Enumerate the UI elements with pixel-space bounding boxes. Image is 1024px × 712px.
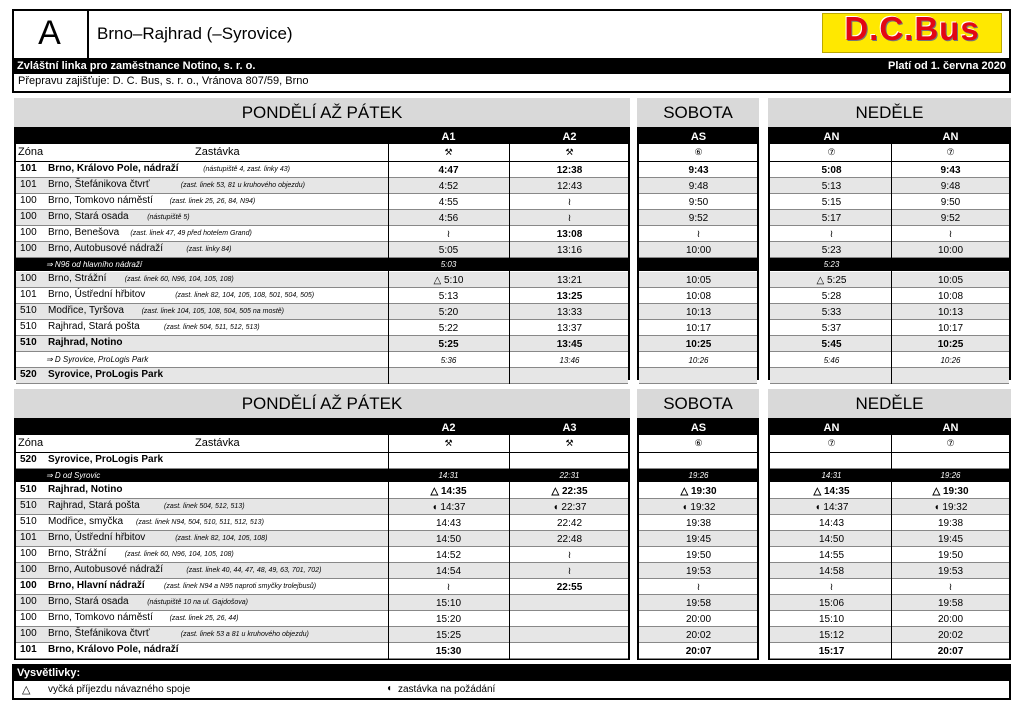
ret-stop-note: (zast. linek 40, 44, 47, 48, 49, 63, 701, 702) (186, 567, 322, 574)
out-stop-name: Rajhrad, Notino (48, 337, 123, 348)
out-time-cell: 10:05 (685, 275, 712, 286)
out-col-divider (891, 144, 892, 384)
out-time-cell: 13:16 (556, 245, 583, 256)
ret-time-cell: 14:52 (435, 550, 462, 561)
ret-time-cell: △ 22:35 (551, 486, 588, 497)
out-time-cell: ≀ (948, 229, 953, 240)
ret-trip-symbol: ⚒ (565, 438, 574, 448)
ret-title-weekday: PONDĚLÍ AŽ PÁTEK (14, 389, 630, 420)
ret-stop-zone: 520 (20, 454, 37, 465)
out-stop-name: Brno, Královo Pole, nádraží (48, 163, 179, 174)
ret-title-sun: NEDĚLE (768, 389, 1011, 420)
out-time-cell: 5:36 (440, 356, 457, 365)
out-time-cell: 5:33 (821, 307, 842, 318)
out-stop-zone: 100 (20, 227, 37, 238)
ret-time-cell: 14:55 (818, 550, 845, 561)
out-time-cell: 5:20 (438, 307, 459, 318)
ret-time-cell: 15:10 (435, 598, 462, 609)
ret-stop-note: (nástupiště 10 na ul. Gajdošova) (147, 599, 248, 606)
out-stop-name: Brno, Ústřední hřbitov (48, 289, 146, 300)
ret-col-divider (509, 435, 510, 659)
out-time-cell: 5:22 (438, 323, 459, 334)
out-time-cell: ≀ (696, 229, 701, 240)
out-time-cell: 10:05 (937, 275, 964, 286)
ret-col-divider (388, 435, 389, 659)
out-time-cell: 4:52 (438, 181, 459, 192)
out-time-cell: ≀ (567, 213, 572, 224)
ret-stop-zone: 510 (20, 484, 37, 495)
ret-stop-zone: 510 (20, 516, 37, 527)
ret-stop-zone: 100 (20, 612, 37, 623)
ret-stop-zone: 100 (20, 596, 37, 607)
ret-stop-note: (zast. linek 25, 26, 44) (169, 615, 239, 622)
out-time-cell: 9:48 (688, 181, 709, 192)
ret-time-cell: 19:38 (685, 518, 712, 529)
out-connection-time: 5:03 (440, 260, 457, 269)
out-trip-symbol: ⚒ (444, 147, 453, 157)
out-connection-row: ⇒ N96 od hlavního nádraží (16, 258, 628, 271)
ret-time-cell: △ 14:35 (813, 486, 850, 497)
out-title-sat: SOBOTA (637, 98, 759, 129)
out-connection-row (639, 258, 757, 271)
out-time-cell: 13:46 (559, 356, 580, 365)
ret-stop-row (770, 453, 1009, 468)
out-time-cell: 5:08 (821, 165, 842, 176)
ret-time-cell: ◖ 14:37 (431, 502, 466, 513)
out-time-cell: 10:00 (937, 245, 964, 256)
ret-time-cell: ◖ 22:37 (552, 502, 587, 513)
ret-stop-name: Brno, Stará osada (48, 596, 129, 607)
ret-stop-name: Brno, Královo Pole, nádraží (48, 644, 179, 655)
out-time-cell: △ 5:25 (816, 275, 847, 286)
out-stop-zone: 520 (20, 369, 37, 380)
ret-time-cell: 20:07 (937, 646, 964, 657)
ret-stop-zone: 101 (20, 532, 37, 543)
ret-stop-zone: 101 (20, 644, 37, 655)
out-col-divider (509, 144, 510, 384)
out-trip-label: A2 (562, 130, 577, 143)
ret-time-cell: 15:20 (435, 614, 462, 625)
out-time-cell: ≀ (446, 229, 451, 240)
out-time-cell: 10:08 (685, 291, 712, 302)
out-time-cell: 5:05 (438, 245, 459, 256)
out-time-cell: 10:00 (685, 245, 712, 256)
out-time-cell: 9:43 (940, 165, 961, 176)
ret-connection-time: 14:31 (438, 471, 459, 480)
out-time-cell: 5:13 (438, 291, 459, 302)
ret-connection-time: 19:26 (688, 471, 709, 480)
out-trip-symbol: ⑦ (946, 147, 955, 157)
ret-time-cell: 15:25 (435, 630, 462, 641)
ret-time-cell: ≀ (567, 566, 572, 577)
out-trip-label: AN (942, 130, 959, 143)
out-trip-label: AN (823, 130, 840, 143)
ret-zone-header: Zóna (18, 437, 44, 449)
out-trip-symbol: ⚒ (565, 147, 574, 157)
out-connection-time: 5:23 (823, 260, 840, 269)
ret-time-cell: 22:55 (556, 582, 583, 593)
out-time-cell: 12:38 (556, 165, 583, 176)
out-stop-note: (nástupiště 5) (147, 214, 190, 221)
ret-time-cell: ≀ (829, 582, 834, 593)
ret-time-cell: 19:38 (937, 518, 964, 529)
ret-time-cell: 19:53 (937, 566, 964, 577)
out-time-cell: 10:25 (685, 339, 712, 350)
out-stop-zone: 510 (20, 305, 37, 316)
ret-stop-name: Brno, Tomkovo náměstí (48, 612, 153, 623)
ret-stop-name: Rajhrad, Stará pošta (48, 500, 140, 511)
ret-trip-symbol: ⑦ (827, 438, 836, 448)
ret-time-cell: 20:00 (685, 614, 712, 625)
out-stop-note: (zast. linek 47, 49 před hotelem Grand) (130, 230, 252, 237)
out-time-cell: 9:52 (688, 213, 709, 224)
out-stop-zone: 101 (20, 163, 37, 174)
out-stop-name: Brno, Štefánikova čtvrť (48, 179, 150, 190)
ret-trip-label: A3 (562, 421, 577, 434)
ret-time-cell: ≀ (567, 550, 572, 561)
out-stop-name: Brno, Benešova (48, 227, 120, 238)
ret-stop-zone: 510 (20, 500, 37, 511)
out-stop-name: Syrovice, ProLogis Park (48, 369, 164, 380)
subtitle: Zvláštní linka pro zaměstnance Notino, s. r. o. (17, 60, 256, 72)
out-time-cell: 5:13 (821, 181, 842, 192)
ret-time-cell: 19:50 (937, 550, 964, 561)
out-stop-name: Rajhrad, Stará pošta (48, 321, 140, 332)
out-time-cell: △ 5:10 (433, 275, 464, 286)
out-stop-header: Zastávka (195, 146, 240, 158)
out-stop-note: (zast. linek 104, 105, 108, 504, 505 na mostě) (141, 308, 285, 315)
ret-stop-note: (zast. linek 53 a 81 u kruhového objezdu) (180, 631, 309, 638)
ret-time-cell: 15:12 (818, 630, 845, 641)
out-time-cell: 4:55 (438, 197, 459, 208)
ret-time-cell: ◖ 19:32 (933, 502, 968, 513)
legend-wait-text: vyčká příjezdu návazného spoje (48, 684, 191, 695)
ret-stop-zone: 100 (20, 580, 37, 591)
ret-time-cell: 14:50 (435, 534, 462, 545)
out-time-cell: 13:45 (556, 339, 583, 350)
ret-time-cell: 20:07 (685, 646, 712, 657)
ret-trip-symbol: ⑦ (946, 438, 955, 448)
out-time-cell: 12:43 (556, 181, 583, 192)
ret-time-cell: ≀ (948, 582, 953, 593)
out-row-sep (16, 383, 628, 384)
out-time-cell: 10:13 (685, 307, 712, 318)
out-time-cell: 9:50 (688, 197, 709, 208)
legend-request-symbol: ◖ (386, 683, 393, 694)
out-continuation-row: ⇒ D Syrovice, ProLogis Park (46, 355, 149, 364)
ret-col-divider (891, 435, 892, 659)
ret-row-sep (16, 658, 628, 659)
ret-time-cell: 15:17 (818, 646, 845, 657)
ret-time-cell: 14:43 (435, 518, 462, 529)
out-time-cell: 10:26 (940, 356, 961, 365)
out-time-cell: 10:08 (937, 291, 964, 302)
ret-row-sep (770, 658, 1009, 659)
ret-time-cell: 19:53 (685, 566, 712, 577)
info-bar (14, 58, 1009, 74)
line-letter: A (12, 9, 89, 58)
ret-time-cell: 15:06 (818, 598, 845, 609)
ret-stop-name: Brno, Hlavní nádraží (48, 580, 145, 591)
out-row-sep (639, 383, 757, 384)
out-time-cell: 5:15 (821, 197, 842, 208)
ret-time-cell: 14:54 (435, 566, 462, 577)
out-stop-name: Brno, Autobusové nádraží (48, 243, 164, 254)
out-time-cell: 9:48 (940, 181, 961, 192)
out-stop-note: (zast. linek 60, N96, 104, 105, 108) (124, 276, 234, 283)
out-stop-zone: 100 (20, 273, 37, 284)
ret-time-cell: 15:10 (818, 614, 845, 625)
out-time-cell: 13:25 (556, 291, 583, 302)
carrier-info: Přepravu zajišťuje: D. C. Bus, s. r. o., Vránova 807/59, Brno (18, 75, 309, 87)
ret-time-cell: ◖ 14:37 (814, 502, 849, 513)
ret-time-cell: 19:58 (937, 598, 964, 609)
ret-time-cell: 15:30 (435, 646, 462, 657)
ret-time-cell: ≀ (446, 582, 451, 593)
ret-stop-row (639, 453, 757, 468)
ret-stop-zone: 100 (20, 548, 37, 559)
ret-trip-label: AS (690, 421, 707, 434)
ret-time-cell: △ 14:35 (430, 486, 467, 497)
out-time-cell: 13:08 (556, 229, 583, 240)
ret-time-cell: 19:45 (937, 534, 964, 545)
out-time-cell: 4:47 (438, 165, 459, 176)
out-time-cell: 5:25 (438, 339, 459, 350)
ret-time-cell: 20:00 (937, 614, 964, 625)
out-time-cell: 10:17 (685, 323, 712, 334)
ret-stop-name: Brno, Ústřední hřbitov (48, 532, 146, 543)
out-time-cell: 10:25 (937, 339, 964, 350)
out-time-cell: ≀ (567, 197, 572, 208)
out-time-cell: 5:17 (821, 213, 842, 224)
out-stop-name: Brno, Tomkovo náměstí (48, 195, 153, 206)
out-stop-zone: 510 (20, 321, 37, 332)
ret-time-cell: 22:42 (556, 518, 583, 529)
out-trip-symbol: ⑥ (694, 147, 703, 157)
out-row-sep (770, 383, 1009, 384)
ret-time-cell: ◖ 19:32 (681, 502, 716, 513)
out-stop-zone: 100 (20, 195, 37, 206)
out-time-cell: 5:45 (821, 339, 842, 350)
out-time-cell: 9:52 (940, 213, 961, 224)
out-time-cell: 4:56 (438, 213, 459, 224)
out-col-divider (388, 144, 389, 384)
out-stop-note: (zast. linek 82, 104, 105, 108, 501, 504, 505) (175, 292, 315, 299)
out-zone-header: Zóna (18, 146, 44, 158)
ret-stop-note: (zast. linek 82, 104, 105, 108) (175, 535, 268, 542)
out-time-cell: 10:17 (937, 323, 964, 334)
ret-time-cell: 22:48 (556, 534, 583, 545)
out-trip-label: AS (690, 130, 707, 143)
out-stop-zone: 101 (20, 179, 37, 190)
out-stop-note: (zast. linek 504, 511, 512, 513) (164, 324, 260, 331)
ret-stop-name: Brno, Strážní (48, 548, 107, 559)
out-time-cell: 13:37 (556, 323, 583, 334)
out-time-cell: 5:28 (821, 291, 842, 302)
ret-time-cell: 20:02 (685, 630, 712, 641)
out-stop-zone: 100 (20, 211, 37, 222)
ret-time-cell: 14:43 (818, 518, 845, 529)
ret-stop-name: Brno, Štefánikova čtvrť (48, 628, 150, 639)
route-title: Brno–Rajhrad (–Syrovice) (97, 24, 293, 43)
ret-connection-time: 19:26 (940, 471, 961, 480)
ret-time-cell: 19:58 (685, 598, 712, 609)
ret-stop-note: (zast. linek N94 a N95 naproti smyčky trolejbusů) (164, 583, 317, 590)
out-time-cell: 9:50 (940, 197, 961, 208)
out-trip-symbol: ⑦ (827, 147, 836, 157)
out-time-cell: 5:46 (823, 356, 840, 365)
ret-stop-name: Modřice, smyčka (48, 516, 124, 527)
ret-stop-header: Zastávka (195, 437, 240, 449)
out-title-weekday: PONDĚLÍ AŽ PÁTEK (14, 98, 630, 129)
ret-stop-zone: 100 (20, 628, 37, 639)
out-time-cell: 13:21 (556, 275, 583, 286)
out-time-cell: 5:37 (821, 323, 842, 334)
out-stop-name: Brno, Strážní (48, 273, 107, 284)
out-stop-note: (zast. linky 84) (186, 246, 232, 253)
ret-connection-row: ⇒ D od Syrovic (16, 469, 628, 482)
ret-time-cell: 19:50 (685, 550, 712, 561)
out-stop-zone: 101 (20, 289, 37, 300)
ret-stop-name: Rajhrad, Notino (48, 484, 123, 495)
out-stop-row (639, 368, 757, 383)
out-time-cell: 13:33 (556, 307, 583, 318)
out-time-cell: ≀ (829, 229, 834, 240)
ret-row-sep (639, 658, 757, 659)
out-stop-zone: 510 (20, 337, 37, 348)
ret-trip-symbol: ⚒ (444, 438, 453, 448)
ret-time-cell: 19:45 (685, 534, 712, 545)
ret-stop-name: Syrovice, ProLogis Park (48, 454, 164, 465)
ret-connection-time: 22:31 (559, 471, 580, 480)
ret-title-sat: SOBOTA (637, 389, 759, 420)
out-stop-note: (zast. linek 25, 26, 84, N94) (169, 198, 256, 205)
ret-time-cell: △ 19:30 (680, 486, 717, 497)
ret-time-cell: ≀ (696, 582, 701, 593)
ret-time-cell: 14:50 (818, 534, 845, 545)
ret-stop-note: (zast. linek 504, 512, 513) (164, 503, 245, 510)
out-stop-note: (zast. linek 53, 81 u kruhového objezdu) (180, 182, 305, 189)
out-time-cell: 9:43 (688, 165, 709, 176)
ret-trip-label: AN (823, 421, 840, 434)
ret-time-cell: 14:58 (818, 566, 845, 577)
ret-time-cell: 20:02 (937, 630, 964, 641)
ret-stop-zone: 100 (20, 564, 37, 575)
ret-stop-note: (zast. linek 60, N96, 104, 105, 108) (124, 551, 234, 558)
out-time-cell: 10:13 (937, 307, 964, 318)
out-stop-name: Brno, Stará osada (48, 211, 129, 222)
ret-trip-symbol: ⑥ (694, 438, 703, 448)
ret-stop-name: Brno, Autobusové nádraží (48, 564, 164, 575)
ret-time-cell: △ 19:30 (932, 486, 969, 497)
dcbus-logo: D.C.Bus (844, 10, 980, 47)
legend-request-text: zastávka na požádání (398, 684, 496, 695)
out-stop-note: (nástupiště 4, zast. linky 43) (203, 166, 290, 173)
ret-stop-note: (zast. linek N94, 504, 510, 511, 512, 513) (136, 519, 264, 526)
ret-trip-label: A2 (441, 421, 456, 434)
out-title-sun: NEDĚLE (768, 98, 1011, 129)
ret-connection-time: 14:31 (821, 471, 842, 480)
out-stop-name: Modřice, Tyršova (48, 305, 124, 316)
out-stop-row (770, 368, 1009, 383)
legend-title: Vysvětlivky: (14, 666, 1009, 681)
valid-from: Platí od 1. června 2020 (887, 60, 1006, 72)
out-time-cell: 10:26 (688, 356, 709, 365)
out-trip-label: A1 (441, 130, 456, 143)
ret-trip-label: AN (942, 421, 959, 434)
legend-wait-symbol: △ (22, 684, 31, 696)
out-stop-zone: 100 (20, 243, 37, 254)
out-time-cell: 5:23 (821, 245, 842, 256)
